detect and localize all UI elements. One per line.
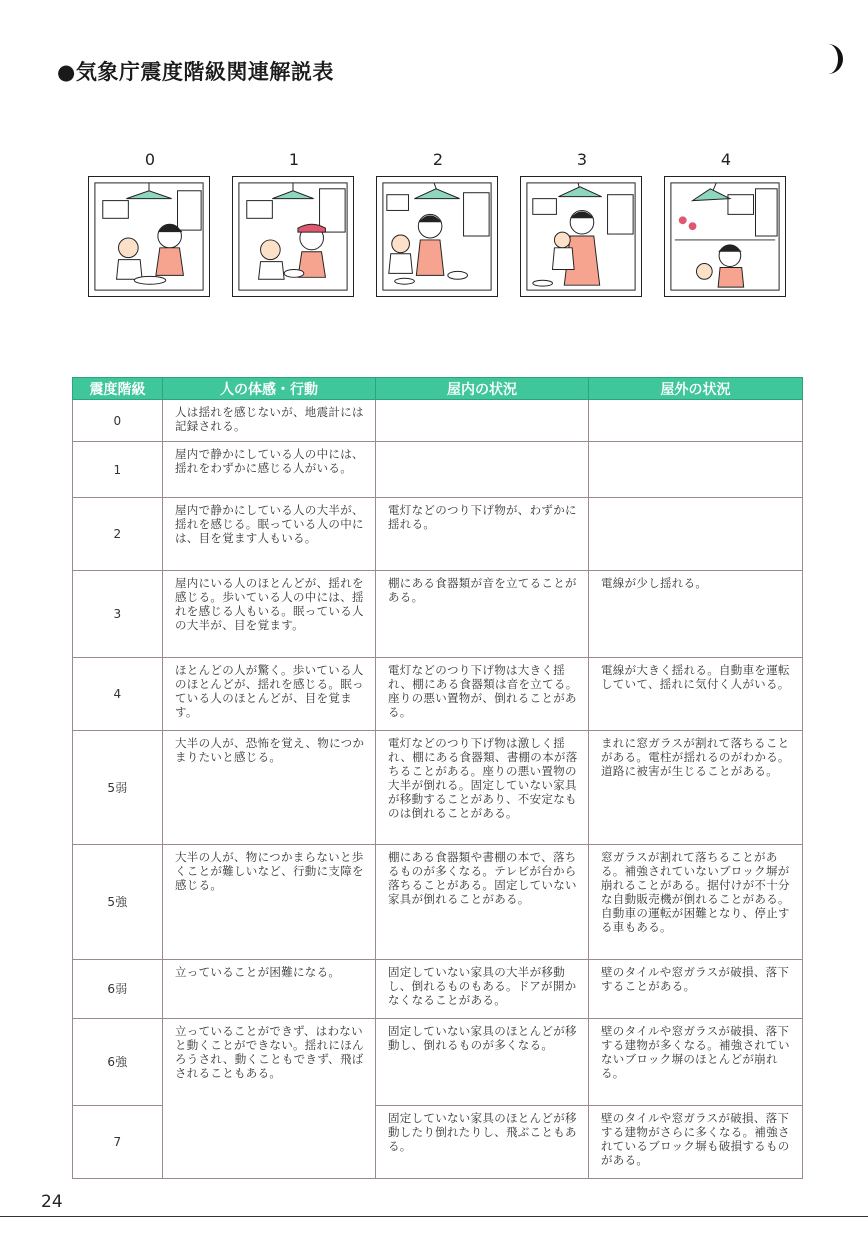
cell-level: 6弱 — [73, 960, 163, 1019]
header-indoor: 屋内の状況 — [376, 378, 589, 400]
cell-person: 立っていることができず、はわないと動くことができない。揺れにほんろうされ、動くこともできず、飛ばされることもある。 — [163, 1019, 376, 1179]
table-row — [73, 1019, 803, 1106]
table-row — [73, 658, 803, 731]
cell-outdoor — [589, 400, 803, 442]
cell-person: 屋内で静かにしている人の中には、揺れをわずかに感じる人がいる。 — [163, 442, 376, 498]
cell-outdoor: 電線が大きく揺れる。自動車を運転していて、揺れに気付く人がいる。 — [589, 658, 803, 731]
cell-outdoor: まれに窓ガラスが割れて落ちることがある。電柱が揺れるのがわかる。道路に被害が生じることがある。 — [589, 731, 803, 845]
cell-outdoor — [589, 442, 803, 498]
cell-outdoor: 壁のタイルや窓ガラスが破損、落下することがある。 — [589, 960, 803, 1019]
cell-person: 屋内で静かにしている人の大半が、揺れを感じる。眠っている人の中には、目を覚ます人もいる。 — [163, 498, 376, 571]
cell-person: 大半の人が、物につかまらないと歩くことが難しいなど、行動に支障を感じる。 — [163, 845, 376, 960]
cell-indoor: 電灯などのつり下げ物は大きく揺れ、棚にある食器類は音を立てる。座りの悪い置物が、倒れることがある。 — [376, 658, 589, 731]
illustration-level-4 — [664, 176, 786, 297]
illustration-level-1 — [232, 176, 354, 297]
illustration-level-0 — [88, 176, 210, 297]
illustration-level-2 — [376, 176, 498, 297]
strong-shaking-illustration — [665, 177, 785, 296]
table-row — [73, 400, 803, 442]
cell-indoor: 棚にある食器類や書棚の本で、落ちるものが多くなる。テレビが台から落ちることがある。固定していない家具が倒れることがある。 — [376, 845, 589, 960]
table-row — [73, 731, 803, 845]
cell-indoor: 電灯などのつり下げ物が、わずかに揺れる。 — [376, 498, 589, 571]
mother-holding-baby-illustration — [521, 177, 641, 296]
header-level: 震度階級 — [73, 378, 163, 400]
table-row — [73, 960, 803, 1019]
table-header-row — [73, 378, 803, 400]
illustration-level-3 — [520, 176, 642, 297]
footer-divider — [0, 1216, 868, 1217]
page-number: 24 — [41, 1192, 63, 1212]
cell-indoor: 電灯などのつり下げ物は激しく揺れ、棚にある食器類、書棚の本が落ちることがある。座りの悪い置物の大半が倒れる。固定していない家具が移動することがあり、不安定なものは倒れることがある。 — [376, 731, 589, 845]
table-row — [73, 442, 803, 498]
level-label-3: 3 — [576, 150, 588, 169]
cell-indoor — [376, 400, 589, 442]
level-label-1: 1 — [288, 150, 300, 169]
intensity-table — [72, 377, 803, 1179]
calm-household-illustration — [89, 177, 209, 296]
level-label-0: 0 — [144, 150, 156, 169]
cell-indoor — [376, 442, 589, 498]
cell-outdoor: 壁のタイルや窓ガラスが破損、落下する建物がさらに多くなる。補強されているブロック塀も破損するものがある。 — [589, 1106, 803, 1179]
cell-indoor: 棚にある食器類が音を立てることがある。 — [376, 571, 589, 658]
cell-person: 立っていることが困難になる。 — [163, 960, 376, 1019]
cell-level: 6強 — [73, 1019, 163, 1106]
table-row — [73, 498, 803, 571]
cell-person: ほとんどの人が驚く。歩いている人のほとんどが、揺れを感じる。眠っている人のほとんどが、目を覚ます。 — [163, 658, 376, 731]
cell-outdoor: 窓ガラスが割れて落ちることがある。補強されていないブロック塀が崩れることがある。据付けが不十分な自動販売機が倒れることがある。自動車の運転が困難となり、停止する車もある。 — [589, 845, 803, 960]
cell-level: 5弱 — [73, 731, 163, 845]
cell-level: 0 — [73, 400, 163, 442]
cell-person: 屋内にいる人のほとんどが、揺れを感じる。歩いている人の中には、揺れを感じる人もいる。眠っている人の大半が、目を覚ます。 — [163, 571, 376, 658]
cell-person: 大半の人が、恐怖を覚え、物につかまりたいと感じる。 — [163, 731, 376, 845]
cell-level: 2 — [73, 498, 163, 571]
cell-level: 1 — [73, 442, 163, 498]
cell-outdoor — [589, 498, 803, 571]
cell-indoor: 固定していない家具のほとんどが移動し、倒れるものが多くなる。 — [376, 1019, 589, 1106]
corner-bracket-mark — [826, 44, 843, 74]
cell-level: 5強 — [73, 845, 163, 960]
header-person: 人の体感・行動 — [163, 378, 376, 400]
table-row — [73, 845, 803, 960]
cell-person: 人は揺れを感じないが、地震計には記録される。 — [163, 400, 376, 442]
page-title: ●気象庁震度階級関連解説表 — [57, 60, 334, 84]
cell-outdoor: 壁のタイルや窓ガラスが破損、落下する建物が多くなる。補強されていないブロック塀のほとんどが崩れる。 — [589, 1019, 803, 1106]
cell-outdoor: 電線が少し揺れる。 — [589, 571, 803, 658]
level-label-2: 2 — [432, 150, 444, 169]
cell-level: 4 — [73, 658, 163, 731]
cell-indoor: 固定していない家具のほとんどが移動したり倒れたりし、飛ぶこともある。 — [376, 1106, 589, 1179]
cell-level: 3 — [73, 571, 163, 658]
table-row — [73, 571, 803, 658]
header-outdoor: 屋外の状況 — [589, 378, 803, 400]
slight-sway-illustration — [233, 177, 353, 296]
illustration-strip — [88, 150, 788, 302]
lamp-swaying-illustration — [377, 177, 497, 296]
level-label-4: 4 — [720, 150, 732, 169]
cell-indoor: 固定していない家具の大半が移動し、倒れるものもある。ドアが開かなくなることがある。 — [376, 960, 589, 1019]
cell-level: 7 — [73, 1106, 163, 1179]
